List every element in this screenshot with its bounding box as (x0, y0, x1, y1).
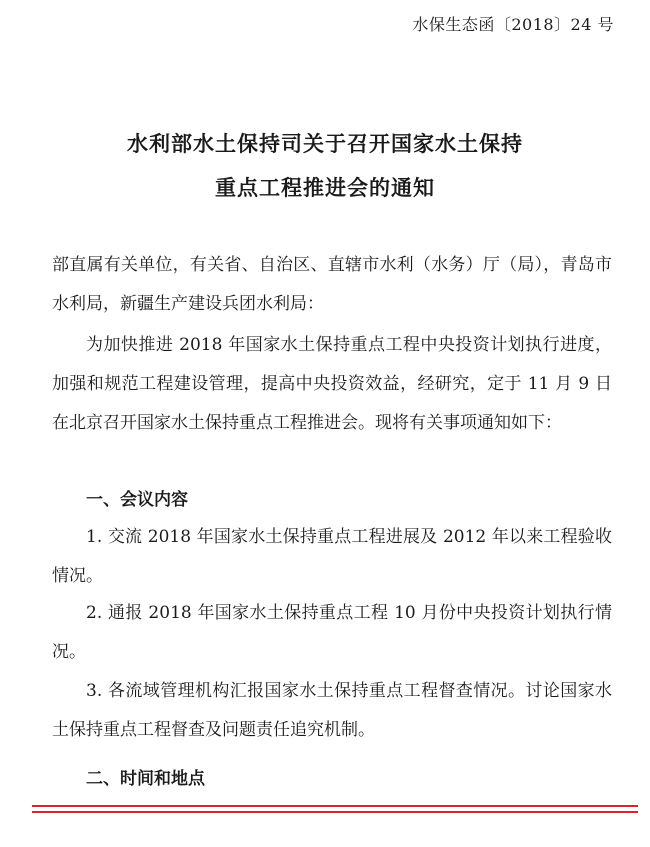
red-rule-top (32, 805, 638, 807)
document-number: 水保生态函〔2018〕24 号 (412, 15, 614, 34)
title-line-1: 水利部水土保持司关于召开国家水土保持 (127, 132, 523, 156)
intro-paragraph: 为加快推进 2018 年国家水土保持重点工程中央投资计划执行进度，加强和规范工程建设管理，提高中央投资效益，经研究，定于 11 月 9 日在北京召开国家水土保持重点工程推进会。现将有关事项通知如下： (52, 335, 612, 433)
item-1: 1. 交流 2018 年国家水土保持重点工程进展及 2012 年以来工程验收情况。 (52, 527, 612, 586)
section-2-heading: 二、时间和地点 (86, 769, 205, 789)
item-3: 3. 各流域管理机构汇报国家水土保持重点工程督查情况。讨论国家水土保持重点工程督查及问题责任追究机制。 (52, 681, 612, 740)
title-line-2: 重点工程推进会的通知 (215, 176, 435, 200)
section-1-heading: 一、会议内容 (86, 490, 188, 510)
item-2: 2. 通报 2018 年国家水土保持重点工程 10 月份中央投资计划执行情况。 (52, 603, 612, 662)
addressee: 部直属有关单位，有关省、自治区、直辖市水利（水务）厅（局），青岛市水利局，新疆生产建设兵团水利局： (52, 255, 612, 314)
red-rule-bottom (32, 811, 638, 813)
